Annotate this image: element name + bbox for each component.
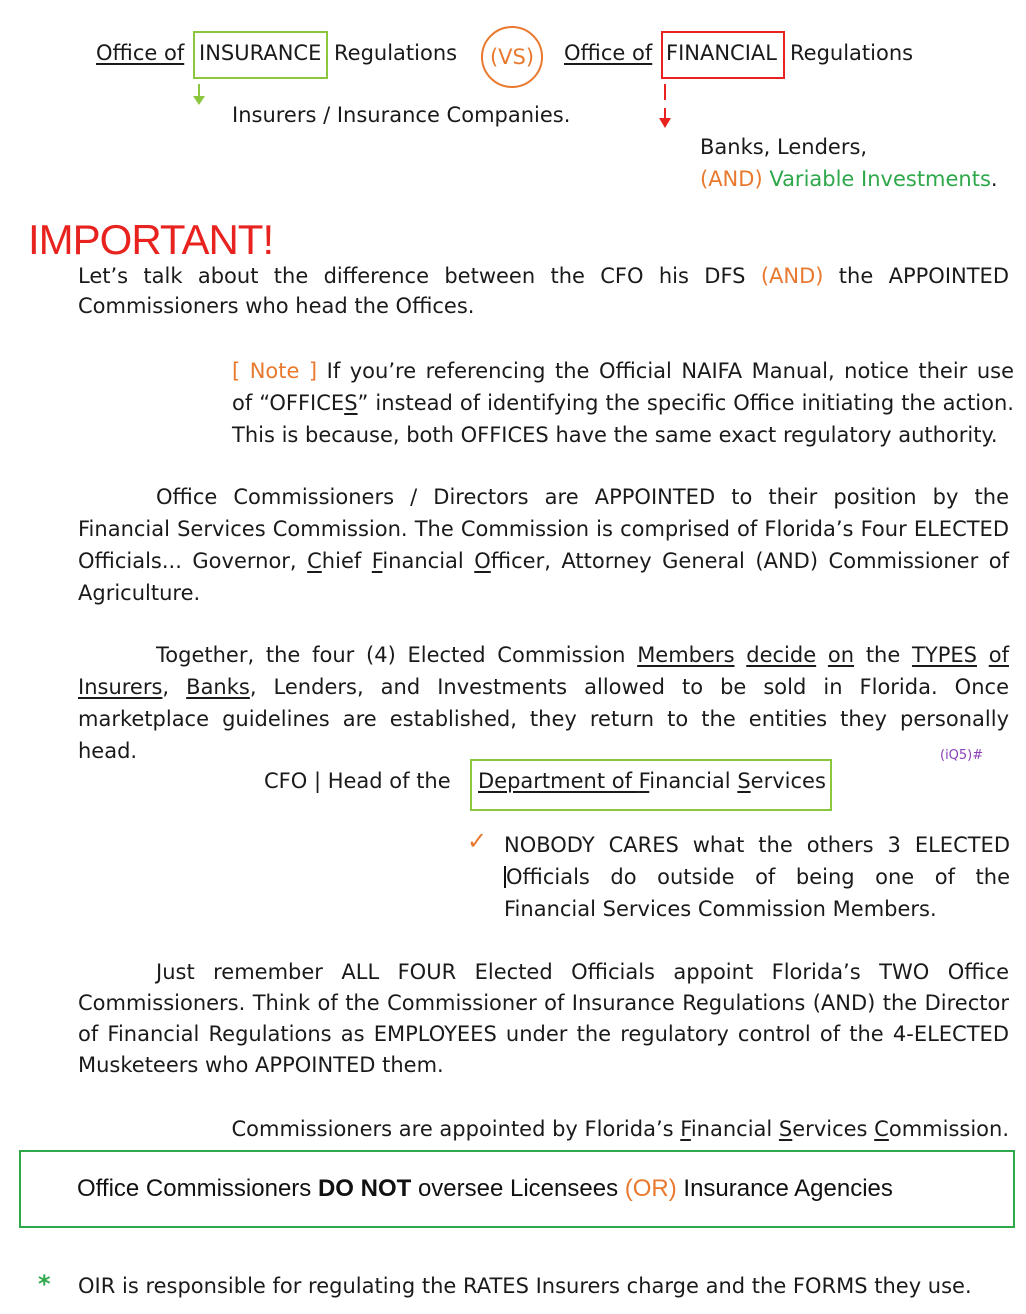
- callout-or: (OR): [624, 1175, 677, 1202]
- members: Members: [637, 643, 735, 667]
- dfs-text: [478, 769, 826, 793]
- check-line-2: [504, 861, 1010, 893]
- insurance-key-text: INSURANCE: [199, 41, 322, 65]
- insurers-label: [232, 103, 570, 127]
- fin-f: F: [371, 549, 383, 573]
- check-line-3: Financial Services Commission Members.: [504, 897, 937, 921]
- together-l2-rest: , Lenders, and Investments allowed to be sold in Florida. Once: [249, 675, 1009, 699]
- commissioners-line-2: Financial Services Commission. The Commission is comprised of Florida’s Four ELECTED: [78, 517, 1009, 541]
- important-line-1: [78, 261, 1009, 291]
- remember-line-1: Just remember ALL FOUR Elected Officials appoint Florida’s TWO Office: [156, 960, 1009, 984]
- callout-box: [19, 1150, 1015, 1228]
- dfs-b: inancial: [649, 769, 738, 793]
- vs-text: (VS): [489, 45, 535, 69]
- banks-label-text: Banks, Lenders,: [700, 135, 868, 159]
- important-p1-b: the APPOINTED: [823, 264, 1009, 288]
- variable-investments-label: Variable Investments: [769, 167, 991, 191]
- variable-investments-line: [700, 167, 998, 191]
- callout-c: Insurance Agencies: [676, 1175, 893, 1202]
- header-right-suffix: [790, 41, 913, 65]
- dfs-c: ervices: [750, 769, 826, 793]
- on: on: [827, 643, 855, 667]
- appointed-f: F: [680, 1117, 691, 1141]
- commissioners-line-1: Office Commissioners / Directors are APPOINTED to their position by the: [156, 485, 1009, 509]
- banks-label: [700, 135, 867, 159]
- bullet-text: OIR is responsible for regulating the RATES Insurers charge and the FORMS they use.: [78, 1274, 972, 1298]
- off-rest: fficer, Attorney General (AND) Commissioner of: [490, 549, 1009, 573]
- asterisk-icon: *: [38, 1270, 51, 1298]
- commissioners-line-3-a: Officials... Governor,: [78, 549, 308, 573]
- important-p1-and: (AND): [760, 264, 824, 288]
- banks: Banks: [186, 675, 250, 699]
- important-line-2: Commissioners who head the Offices.: [78, 294, 475, 318]
- appointed-d: ommission.: [888, 1117, 1009, 1141]
- header-left-suffix: [334, 41, 457, 65]
- check-line-2-text: Officials do outside of being one of the: [506, 865, 1010, 889]
- callout-b: oversee Licensees: [411, 1175, 625, 1202]
- important-heading: IMPORTANT!: [28, 216, 274, 263]
- appointed-b: inancial: [690, 1117, 779, 1141]
- header-right-suffix-text: Regulations: [790, 41, 914, 65]
- chief-c: C: [307, 549, 322, 573]
- note-line-2-a: of “OFFICE: [232, 391, 345, 415]
- cfo-label: CFO | Head of the: [264, 769, 451, 793]
- note-tag: [ Note ]: [232, 359, 318, 383]
- commissioners-paragraph: [78, 481, 1009, 609]
- together-line-3: marketplace guidelines are established, they return to the entities they personally head.: [78, 707, 1009, 763]
- of: of: [988, 643, 1009, 667]
- important-p1-a: Let’s talk about the difference between the CFO his DFS: [78, 264, 761, 288]
- header-right-prefix: Office of: [564, 41, 653, 65]
- appointed-a: Commissioners are appointed by Florida’s: [231, 1117, 681, 1141]
- check-line-1: NOBODY CARES what the others 3 ELECTED: [504, 833, 1010, 857]
- dfs-s: S: [737, 769, 751, 793]
- chief-rest: hief: [321, 549, 372, 573]
- appointed-c: ervices: [792, 1117, 875, 1141]
- decide: decide: [746, 643, 817, 667]
- remember-line-4: Musketeers who APPOINTED them.: [78, 1053, 444, 1077]
- comma: ,: [162, 675, 170, 699]
- types: TYPES: [912, 643, 977, 667]
- dfs-a: Department of: [478, 769, 639, 793]
- note-line-1: [232, 355, 1014, 387]
- dfs-f: F: [638, 769, 650, 793]
- together-paragraph: [78, 639, 1009, 767]
- and-label: (AND): [700, 167, 763, 191]
- commissioners-line-4: Agriculture.: [78, 581, 201, 605]
- header-left-office: [96, 41, 184, 65]
- callout-bold: DO NOT: [317, 1175, 412, 1202]
- note-line-1-text: If you’re referencing the Official NAIFA Manual, notice their use: [317, 359, 1015, 383]
- period: .: [990, 167, 998, 191]
- remember-line-2: Commissioners. Think of the Commissioner of Insurance Regulations (AND) the Director: [78, 991, 1009, 1015]
- insurance-key: [199, 41, 321, 65]
- vs-circle: [481, 26, 543, 88]
- appointed-by-line: [231, 1117, 1009, 1141]
- appointed-cc: C: [874, 1117, 889, 1141]
- insurers: Insurers: [78, 675, 163, 699]
- insurers-label-text: Insurers / Insurance Companies.: [232, 103, 571, 127]
- together-l1-a: Together, the four (4) Elected Commission: [156, 643, 638, 667]
- commissioners-line-3: [78, 545, 1009, 577]
- note-paragraph: [232, 355, 1014, 451]
- note-line-3: This is because, both OFFICES have the same exact regulatory authority.: [232, 423, 998, 447]
- header-left-prefix: Office of: [96, 41, 185, 65]
- financial-key-text: FINANCIAL: [666, 41, 777, 65]
- header-right-office: [564, 41, 652, 65]
- reference-code: (iQ5)#: [940, 748, 984, 763]
- checkmark-icon: ✓: [467, 827, 488, 855]
- check-paragraph: [504, 829, 1010, 925]
- green-down-arrow-icon: [190, 82, 208, 108]
- fin-rest: inancial: [382, 549, 475, 573]
- appointed-s: S: [778, 1117, 793, 1141]
- note-line-2-s: S: [344, 391, 358, 415]
- note-line-2: [232, 387, 1014, 419]
- important-paragraph: [78, 261, 1009, 321]
- callout-a: Office Commissioners: [77, 1175, 318, 1202]
- off-o: O: [474, 549, 491, 573]
- together-line-2: [78, 671, 1009, 703]
- remember-paragraph: [78, 957, 1009, 1081]
- red-down-arrow-icon: [656, 82, 674, 132]
- remember-line-3: of Financial Regulations as EMPLOYEES under the regulatory control of the 4-ELECTED: [78, 1022, 1009, 1046]
- financial-key: [666, 41, 777, 65]
- note-line-2-b: ” instead of identifying the specific Office initiating the action.: [357, 391, 1014, 415]
- the: the: [865, 643, 901, 667]
- header-left-suffix-text: Regulations: [334, 41, 458, 65]
- together-line-1: [78, 639, 1009, 671]
